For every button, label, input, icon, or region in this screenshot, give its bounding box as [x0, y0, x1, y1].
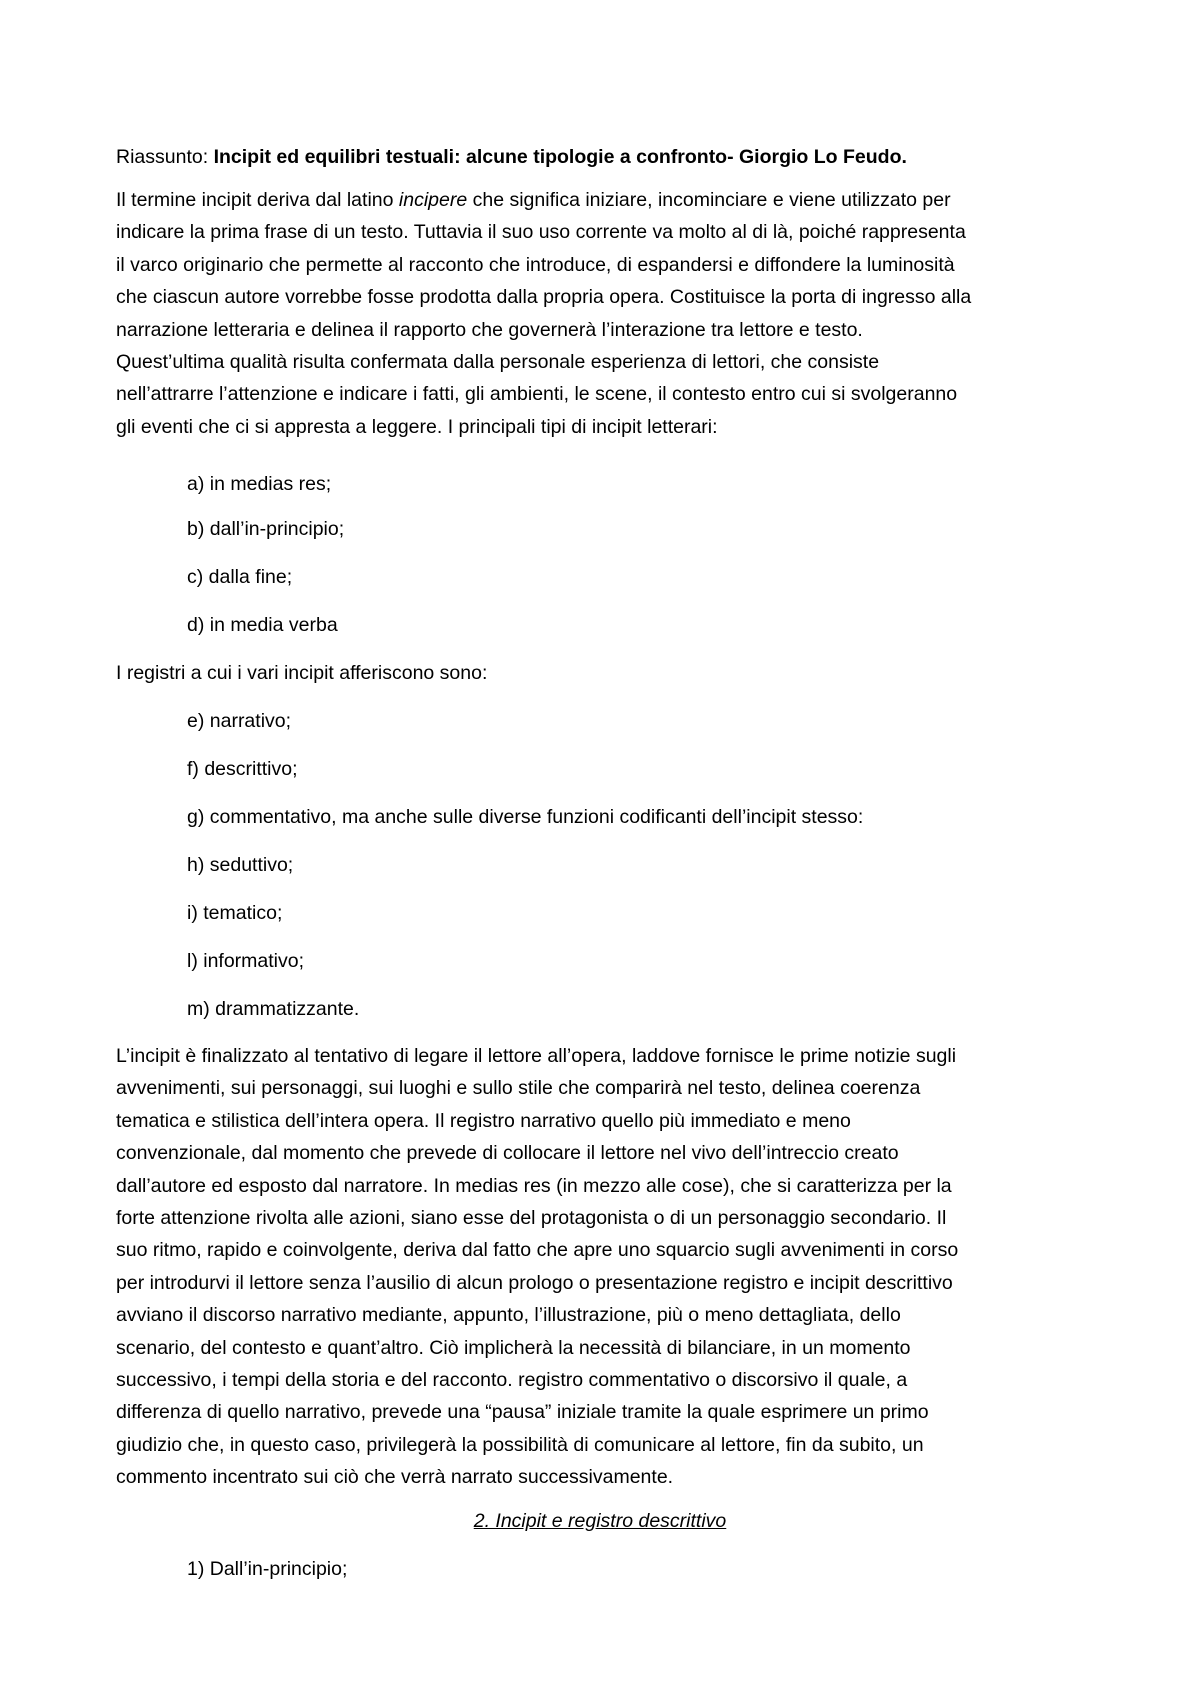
title-bold: Incipit ed equilibri testuali: alcune tipologie a confronto- Giorgio Lo Feudo. — [213, 146, 907, 168]
list-item: e) narrativo; — [187, 710, 292, 732]
latin-term: incipere — [398, 189, 468, 211]
subsection-label: 1) Dall’in-principio; — [187, 1558, 348, 1580]
paragraph-body — [116, 1040, 1092, 1494]
paragraph-line: avvenimenti, sui personaggi, sui luoghi e sullo stile che comparirà nel testo, delinea coerenza — [116, 1077, 921, 1100]
paragraph-line: indicare la prima frase di un testo. Tuttavia il suo uso corrente va molto al di là, poiché rappresenta — [116, 221, 966, 244]
title-prefix: Riassunto: — [116, 146, 214, 168]
list-item: m) drammatizzante. — [187, 998, 360, 1020]
paragraph-line: narrazione letteraria e delinea il rapporto che governerà l’interazione tra lettore e testo. — [116, 318, 863, 341]
document-title — [116, 141, 1092, 173]
paragraph-line: differenza di quello narrativo, prevede una “pausa” iniziale tramite la quale esprimere un primo — [116, 1401, 929, 1424]
paragraph-line: per introdurvi il lettore senza l’ausilio di alcun prologo o presentazione registro e incipit descrittivo — [116, 1271, 953, 1294]
paragraph-line: forte attenzione rivolta alle azioni, siano esse del protagonista o di un personaggio secondario. Il — [116, 1207, 947, 1230]
paragraph-line: avviano il discorso narrativo mediante, appunto, l’illustrazione, più o meno dettagliata, dello — [116, 1304, 901, 1327]
paragraph-line: scenario, del contesto e quant’altro. Ciò implicherà la necessità di bilanciare, in un momento — [116, 1336, 911, 1359]
section-heading: 2. Incipit e registro descrittivo — [473, 1510, 727, 1532]
paragraph-line: gli eventi che ci si appresta a leggere. I principali tipi di incipit letterari: — [116, 415, 718, 438]
paragraph-line: nell’attrarre l’attenzione e indicare i fatti, gli ambienti, le scene, il contesto entro cui si svolgeranno — [116, 383, 958, 406]
list-item: f) descrittivo; — [187, 758, 298, 780]
paragraph-line: convenzionale, dal momento che prevede di collocare il lettore nel vivo dell’intreccio creato — [116, 1142, 899, 1165]
paragraph-line: Il termine incipit deriva dal latino incipere che significa iniziare, incominciare e viene utilizzato per — [116, 189, 951, 211]
list-item: h) seduttivo; — [187, 854, 294, 876]
list-item: b) dall’in-principio; — [187, 518, 345, 540]
paragraph-line: commento incentrato sui ciò che verrà narrato successivamente. — [116, 1466, 674, 1489]
list-item: c) dalla fine; — [187, 566, 293, 588]
list-item: a) in medias res; — [187, 473, 332, 495]
paragraph-line: L’incipit è finalizzato al tentativo di legare il lettore all’opera, laddove fornisce le prime notizie sugli — [116, 1045, 957, 1067]
paragraph-line: Quest’ultima qualità risulta confermata dalla personale esperienza di lettori, che consiste — [116, 351, 880, 374]
paragraph-line: suo ritmo, rapido e coinvolgente, deriva dal fatto che apre uno squarcio sugli avvenimenti in corso — [116, 1239, 959, 1262]
paragraph-line: successivo, i tempi della storia e del racconto. registro commentativo o discorsivo il quale, a — [116, 1369, 908, 1392]
list-item: l) informativo; — [187, 950, 305, 972]
registers-intro: I registri a cui i vari incipit afferiscono sono: — [116, 662, 488, 684]
paragraph-line: tematica e stilistica dell’intera opera. Il registro narrativo quello più immediato e meno — [116, 1109, 851, 1132]
list-item: g) commentativo, ma anche sulle diverse funzioni codificanti dell’incipit stesso: — [187, 806, 864, 828]
paragraph-line: il varco originario che permette al racconto che introduce, di espandersi e diffondere la luminosità — [116, 253, 955, 276]
list-item: i) tematico; — [187, 902, 283, 924]
paragraph-line: giudizio che, in questo caso, privilegerà la possibilità di comunicare al lettore, fin da subito, un — [116, 1433, 924, 1456]
paragraph-line: dall’autore ed esposto dal narratore. In medias res (in mezzo alle cose), che si caratterizza per la — [116, 1174, 952, 1197]
paragraph-intro — [116, 184, 1092, 443]
paragraph-line: che ciascun autore vorrebbe fosse prodotta dalla propria opera. Costituisce la porta di ingresso alla — [116, 286, 972, 309]
list-item: d) in media verba — [187, 614, 338, 636]
